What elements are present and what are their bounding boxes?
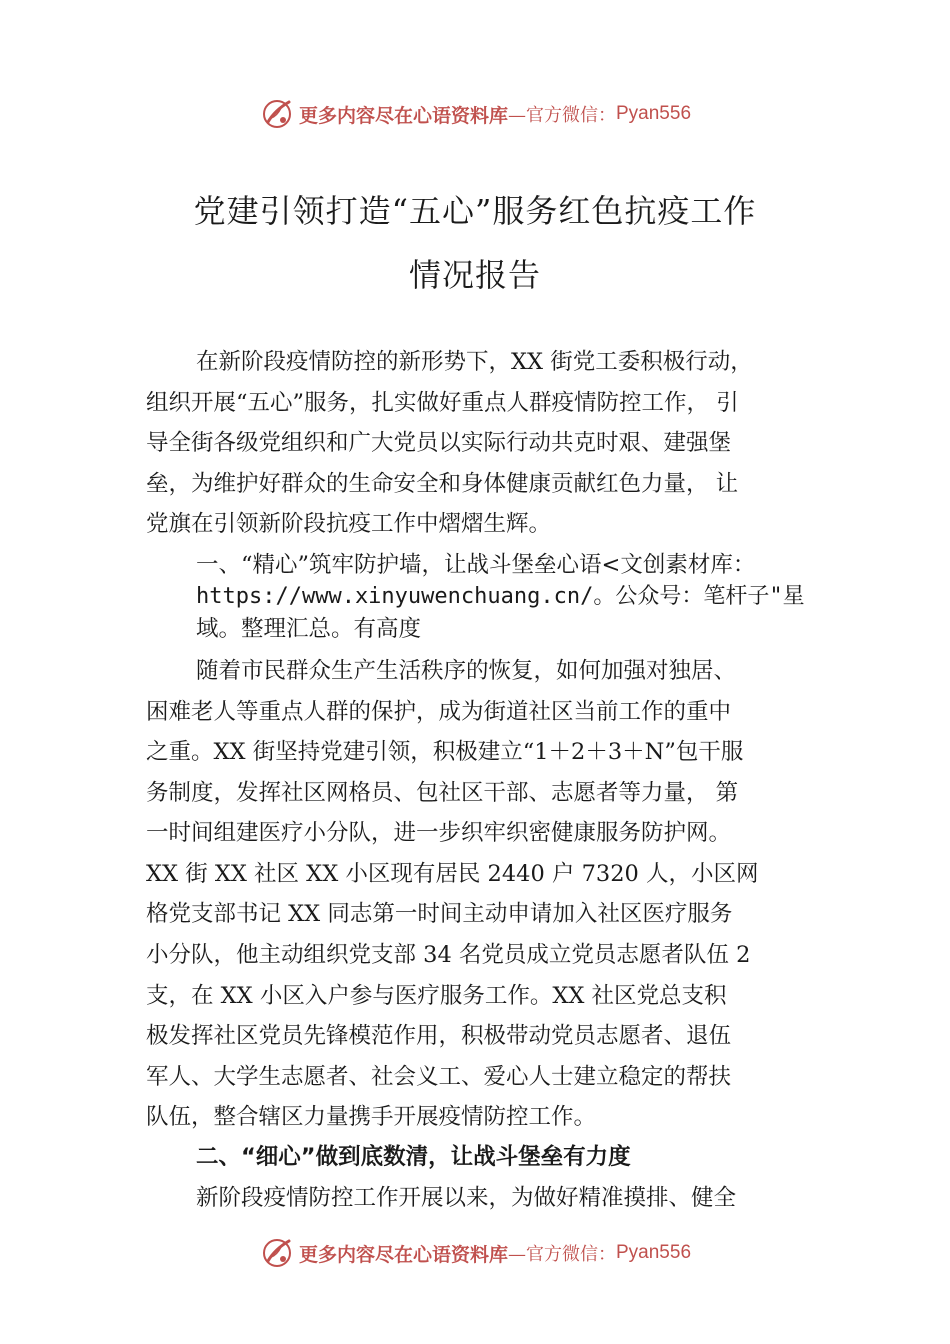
paragraph-line: XX 街 XX 社区 XX 小区现有居民 2440 户 7320 人，小区网 xyxy=(146,861,759,887)
paragraph-line: 一时间组建医疗小分队，进一步织牢织密健康服务防护网。 xyxy=(146,820,732,846)
paragraph-line: 垒，为维护好群众的生命安全和身体健康贡献红色力量， 让 xyxy=(146,471,739,497)
brush-logo-icon xyxy=(259,96,295,132)
document-title-line2: 情况报告 xyxy=(408,256,541,294)
paragraph-line: 极发挥社区党员先锋模范作用，积极带动党员志愿者、退伍 xyxy=(146,1023,732,1049)
paragraph-line: 党旗在引领新阶段抗疫工作中熠熠生辉。 xyxy=(146,511,552,537)
paragraph-line: 随着市民群众生产生活秩序的恢复，如何加强对独居、 xyxy=(196,658,737,684)
paragraph-line: 军人、大学生志愿者、社会义工、爱心人士建立稳定的帮扶 xyxy=(146,1064,732,1090)
paragraph-line: 务制度，发挥社区网格员、包社区干部、志愿者等力量， 第 xyxy=(146,780,739,806)
paragraph-line: 新阶段疫情防控工作开展以来，为做好精准摸排、健全 xyxy=(196,1185,737,1211)
section-heading-url-line: https://www.xinyuwenchuang.cn/。公众号：笔杆子"星 xyxy=(196,584,805,609)
banner-main-text: 更多内容尽在心语资料库 xyxy=(298,104,508,127)
paragraph-line: 导全街各级党组织和广大党员以实际行动共克时艰、建强堡 xyxy=(146,430,732,456)
banner-wechat-id: Pyan556 xyxy=(616,103,692,124)
paragraph-line: 格党支部书记 XX 同志第一时间主动申请加入社区医疗服务 xyxy=(146,901,733,927)
paragraph-line: 小分队，他主动组织党支部 34 名党员成立党员志愿者队伍 2 xyxy=(146,942,751,968)
header-banner xyxy=(0,94,950,134)
section-heading-line: 域。整理汇总。有高度 xyxy=(196,616,422,642)
banner-separator: —官方微信： xyxy=(508,1244,616,1265)
section-heading-2: 二、“细心”做到底数清，让战斗堡垒有力度 xyxy=(196,1144,631,1170)
paragraph-line: 支，在 XX 小区入户参与医疗服务工作。XX 社区党总支积 xyxy=(146,983,727,1009)
banner-wechat-id: Pyan556 xyxy=(616,1242,692,1263)
brush-logo-icon xyxy=(259,1235,295,1271)
section-heading-line: 一、“精心”筑牢防护墙，让战斗堡垒心语<文创素材库： xyxy=(196,552,756,578)
paragraph-line: 困难老人等重点人群的保护，成为街道社区当前工作的重中 xyxy=(146,699,732,725)
document-title-line1: 党建引领打造“五心”服务红色抗疫工作 xyxy=(193,192,757,230)
banner-main-text: 更多内容尽在心语资料库 xyxy=(298,1243,508,1266)
paragraph-line: 队伍，整合辖区力量携手开展疫情防控工作。 xyxy=(146,1104,597,1130)
paragraph-line: 在新阶段疫情防控的新形势下，XX 街党工委积极行动， xyxy=(196,349,753,375)
banner-separator: —官方微信： xyxy=(508,105,616,126)
footer-banner xyxy=(0,1233,950,1273)
paragraph-line: 之重。XX 街坚持党建引领，积极建立“1＋2＋3＋N”包干服 xyxy=(146,739,744,765)
paragraph-line: 组织开展“五心”服务，扎实做好重点人群疫情防控工作， 引 xyxy=(146,390,739,416)
